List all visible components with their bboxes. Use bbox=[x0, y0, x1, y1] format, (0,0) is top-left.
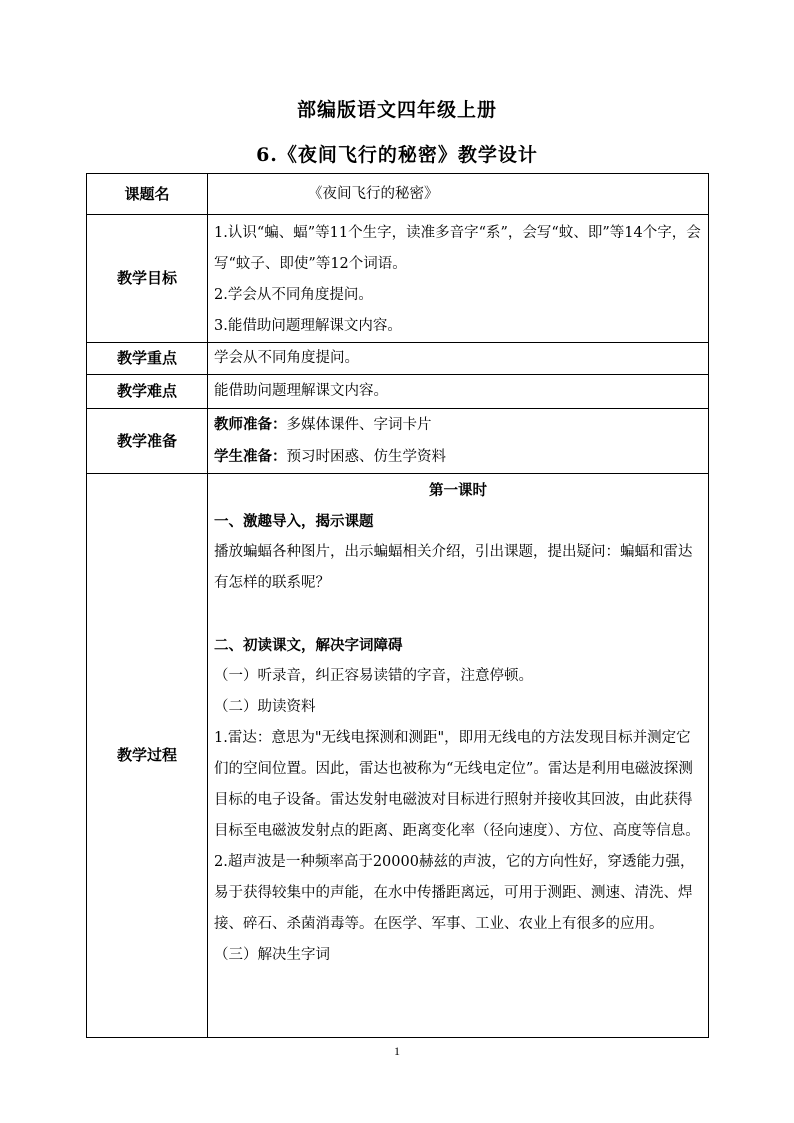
preparation-value bbox=[208, 409, 709, 474]
table-row-topic bbox=[87, 174, 709, 215]
blank-line bbox=[214, 599, 702, 630]
objectives-label: 教学目标 bbox=[87, 215, 208, 343]
objective-item-3: 3.能借助问题理解课文内容。 bbox=[214, 318, 402, 334]
lesson-plan-table bbox=[86, 173, 709, 1038]
table-row-key-point bbox=[87, 343, 709, 375]
preparation-label: 教学准备 bbox=[87, 409, 208, 474]
document-title: 部编版语文四年级上册 bbox=[296, 99, 497, 121]
student-preparation-label: 学生准备： bbox=[214, 448, 287, 465]
note2-text: 2.超声波是一种频率高于20000赫兹的声波，它的方向性好，穿透能力强，易于获得较集中的声能，在水中传播距离远，可用于测距、测速、清洗、焊接、碎石、杀菌消毒等。在医学、军事、工业、农业上有很多的应用。 bbox=[214, 854, 695, 932]
objective-item-1: 1.认识“蝙、蝠”等11个生字，读准多音字“系”，会写“蚊、即”等14个字，会写“蚊子、即使”等12个词语。 bbox=[214, 225, 701, 272]
section2-heading: 二、初读课文，解决字词障碍 bbox=[214, 637, 403, 654]
process-label: 教学过程 bbox=[87, 474, 208, 1038]
key-point-label: 教学重点 bbox=[87, 343, 208, 375]
topic-value: 《夜间飞行的秘密》 bbox=[208, 174, 709, 215]
page-number: 1 bbox=[394, 1044, 400, 1058]
table-row-difficulty bbox=[87, 375, 709, 409]
difficulty-label: 教学难点 bbox=[87, 375, 208, 409]
step3-text: （三）解决生字词 bbox=[214, 947, 330, 963]
objectives-value bbox=[208, 215, 709, 343]
note1-text: 1.雷达：意思为"无线电探测和测距"，即用无线电的方法发现目标并测定它们的空间位置。因此，雷达也被称为“无线电定位”。雷达是利用电磁波探测目标的电子设备。雷达发射电磁波对目标进行照射并接收其回波，由此获得目标至电磁波发射点的距离、距离变化率（径向速度）、方位、高度等信息。 bbox=[214, 730, 700, 839]
document-subtitle: 6.《夜间飞行的秘密》教学设计 bbox=[256, 144, 538, 166]
key-point-value: 学会从不同角度提问。 bbox=[208, 343, 709, 375]
objective-item-2: 2.学会从不同角度提问。 bbox=[214, 287, 373, 303]
section1-text: 播放蝙蝠各种图片，出示蝙蝠相关介绍，引出课题，提出疑问：蝙蝠和雷达有怎样的联系呢？ bbox=[214, 544, 693, 591]
teacher-preparation-label: 教师准备： bbox=[214, 416, 287, 433]
student-preparation bbox=[214, 441, 702, 473]
lesson-title: 第一课时 bbox=[429, 482, 487, 499]
topic-label: 课题名 bbox=[87, 174, 208, 215]
difficulty-value: 能借助问题理解课文内容。 bbox=[208, 375, 709, 409]
teacher-preparation bbox=[214, 409, 702, 441]
table-row-preparation bbox=[87, 409, 709, 474]
step1-text: （一）听录音，纠正容易读错的字音，注意停顿。 bbox=[214, 668, 533, 684]
student-preparation-value: 预习时困惑、仿生学资料 bbox=[286, 449, 446, 465]
table-row-process bbox=[87, 474, 709, 1038]
teacher-preparation-value: 多媒体课件、字词卡片 bbox=[286, 417, 432, 433]
section1-heading: 一、激趣导入，揭示课题 bbox=[214, 513, 374, 530]
process-value bbox=[208, 474, 709, 1038]
table-row-objectives bbox=[87, 215, 709, 343]
step2-text: （二）助读资料 bbox=[214, 699, 316, 715]
